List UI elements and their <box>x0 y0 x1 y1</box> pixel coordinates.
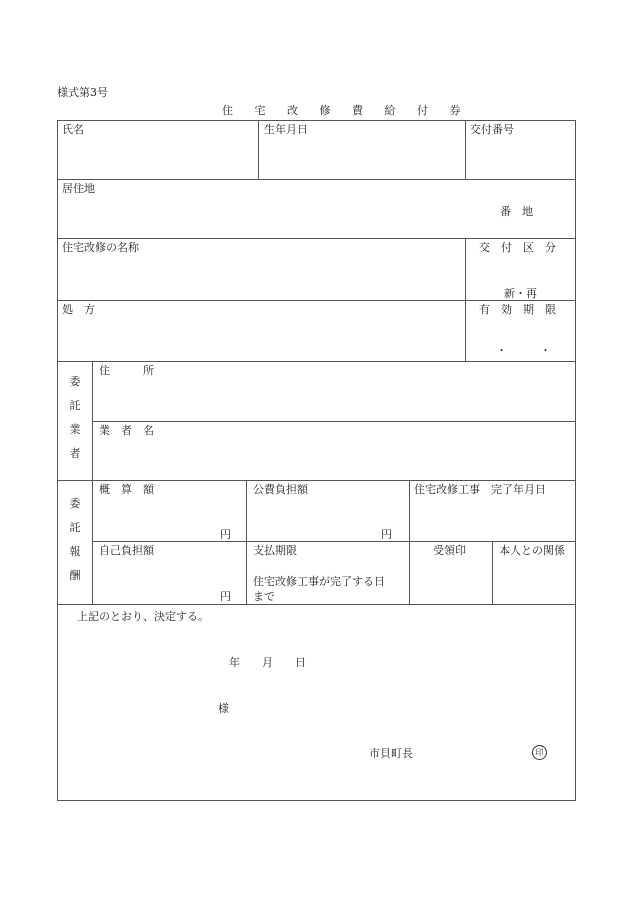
column-divider <box>92 361 93 604</box>
decision-text: 上記のとおり、決定する。 <box>77 610 209 623</box>
row-divider <box>57 238 575 239</box>
contractor-address-label: 住 所 <box>99 364 154 377</box>
row-divider <box>57 179 575 180</box>
row-divider <box>57 300 575 301</box>
issue-category-label: 交 付 区 分 <box>479 241 556 254</box>
validity-label: 有 効 期 限 <box>479 303 556 316</box>
honorific: 様 <box>218 702 229 715</box>
payment-deadline-text: まで <box>253 590 275 603</box>
mayor-title: 市貝町長 <box>369 747 413 760</box>
contractor-company-label: 業 者 名 <box>99 424 154 437</box>
contractor-side-label: 委 託 業 者 <box>69 375 81 460</box>
row-divider <box>92 421 575 422</box>
form-title: 住 宅 改 修 費 給 付 券 <box>222 104 470 117</box>
row-divider <box>57 480 575 481</box>
row-divider <box>57 604 575 605</box>
receipt-seal-label: 受領印 <box>433 544 466 557</box>
public-burden-unit: 円 <box>381 528 392 541</box>
column-divider <box>492 541 493 604</box>
payment-deadline-label: 支払期限 <box>253 544 297 557</box>
issue-number-label: 交付番号 <box>470 123 514 136</box>
public-burden-label: 公費負担額 <box>253 483 308 496</box>
form-border-right <box>575 120 576 801</box>
form-border-left <box>57 120 58 801</box>
column-divider <box>258 120 259 179</box>
renovation-name-label: 住宅改修の名称 <box>62 241 139 254</box>
address-label: 居住地 <box>62 182 95 195</box>
banchi-label: 番 地 <box>500 205 533 218</box>
self-burden-unit: 円 <box>220 590 231 603</box>
seal-mark: 印 <box>532 745 547 760</box>
estimate-unit: 円 <box>220 528 231 541</box>
name-label: 氏名 <box>62 123 84 136</box>
validity-dots: ・ ・ <box>496 344 551 357</box>
birthdate-label: 生年月日 <box>264 123 308 136</box>
completion-date-label: 住宅改修工事 完了年月日 <box>414 483 546 496</box>
row-divider <box>92 541 575 542</box>
payment-deadline-text: 住宅改修工事が完了する日 <box>253 575 385 588</box>
form-border-top <box>57 120 575 121</box>
fee-side-label: 委 託 報 酬 <box>69 497 81 582</box>
estimate-label: 概 算 額 <box>99 483 154 496</box>
form-border-bottom <box>57 800 576 801</box>
column-divider <box>465 238 466 361</box>
column-divider <box>409 480 410 604</box>
relation-label: 本人との関係 <box>499 544 565 557</box>
date-line: 年 月 日 <box>229 656 306 669</box>
row-divider <box>57 361 575 362</box>
column-divider <box>465 120 466 179</box>
self-burden-label: 自己負担額 <box>99 544 154 557</box>
prescription-label: 処 方 <box>62 303 95 316</box>
form-number: 様式第3号 <box>57 86 108 99</box>
column-divider <box>246 480 247 604</box>
issue-category-value: 新・再 <box>504 287 537 300</box>
